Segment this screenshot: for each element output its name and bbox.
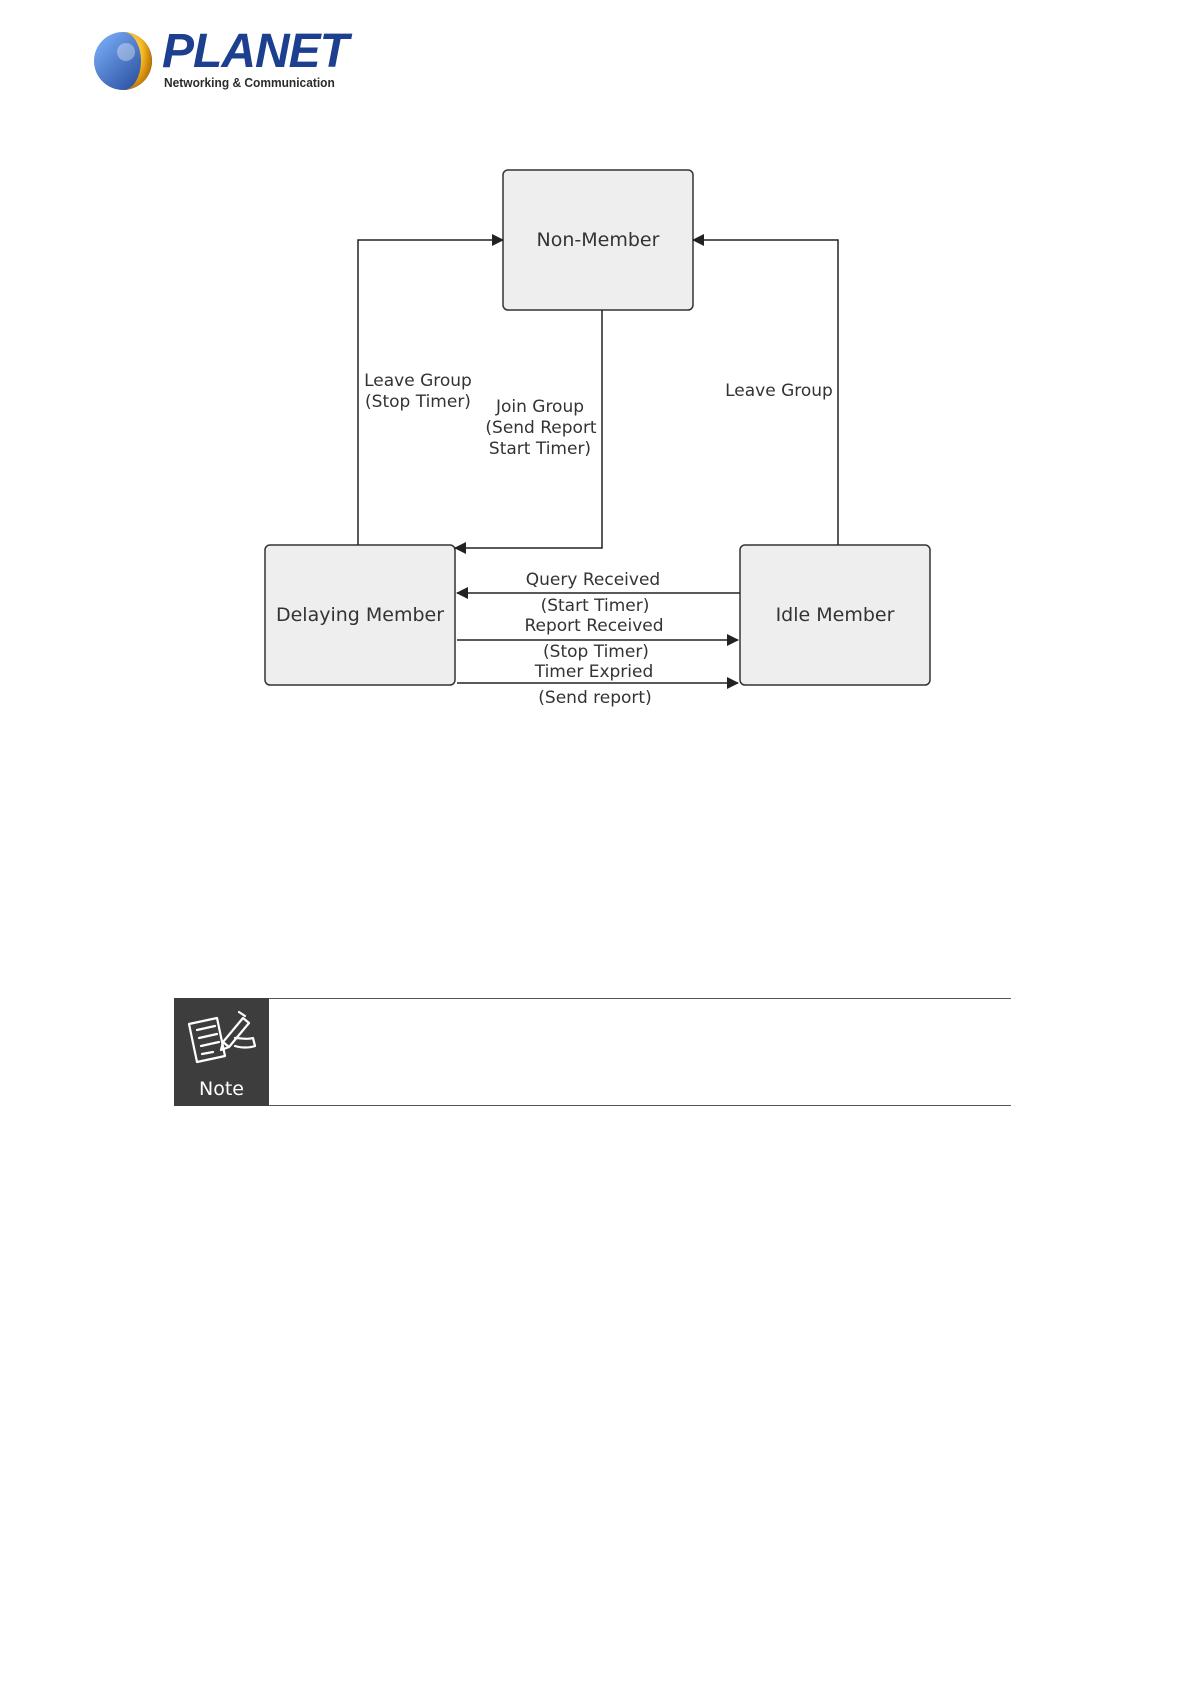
label-line: Query Received xyxy=(525,570,661,590)
label-leave-group-delaying xyxy=(364,371,472,412)
note-top-divider xyxy=(269,998,1011,999)
label-line: Timer Expried xyxy=(534,662,654,682)
label-line: Join Group xyxy=(495,397,585,417)
note-pencil-icon xyxy=(183,1008,261,1072)
state-delaying-member xyxy=(265,545,455,685)
note-label: Note xyxy=(199,1078,244,1100)
label-report-received xyxy=(524,616,663,662)
label-leave-group-idle xyxy=(725,381,833,401)
label-line: Report Received xyxy=(524,616,664,636)
state-idle-member xyxy=(740,545,930,685)
label-timer-expired xyxy=(534,662,654,708)
label-line: (Send Report xyxy=(485,418,597,438)
state-non-member xyxy=(503,170,693,310)
label-line: Start Timer) xyxy=(488,439,592,459)
state-label-non-member: Non-Member xyxy=(536,229,660,251)
state-label-idle-member: Idle Member xyxy=(775,604,895,626)
label-line: (Stop Timer) xyxy=(365,392,471,412)
label-join-group xyxy=(485,397,597,459)
state-label-delaying-member: Delaying Member xyxy=(275,604,445,626)
logo-wordmark: PLANET xyxy=(162,25,348,78)
label-line: Leave Group xyxy=(725,381,833,401)
note-bottom-divider xyxy=(269,1105,1011,1106)
label-line: (Send report) xyxy=(538,688,652,708)
label-line: Leave Group xyxy=(364,371,472,391)
note-callout xyxy=(174,998,1011,1108)
logo-tagline: Networking & Communication xyxy=(164,75,335,90)
label-line: (Start Timer) xyxy=(540,596,650,616)
note-badge xyxy=(174,998,269,1106)
label-line: (Stop Timer) xyxy=(543,642,649,662)
